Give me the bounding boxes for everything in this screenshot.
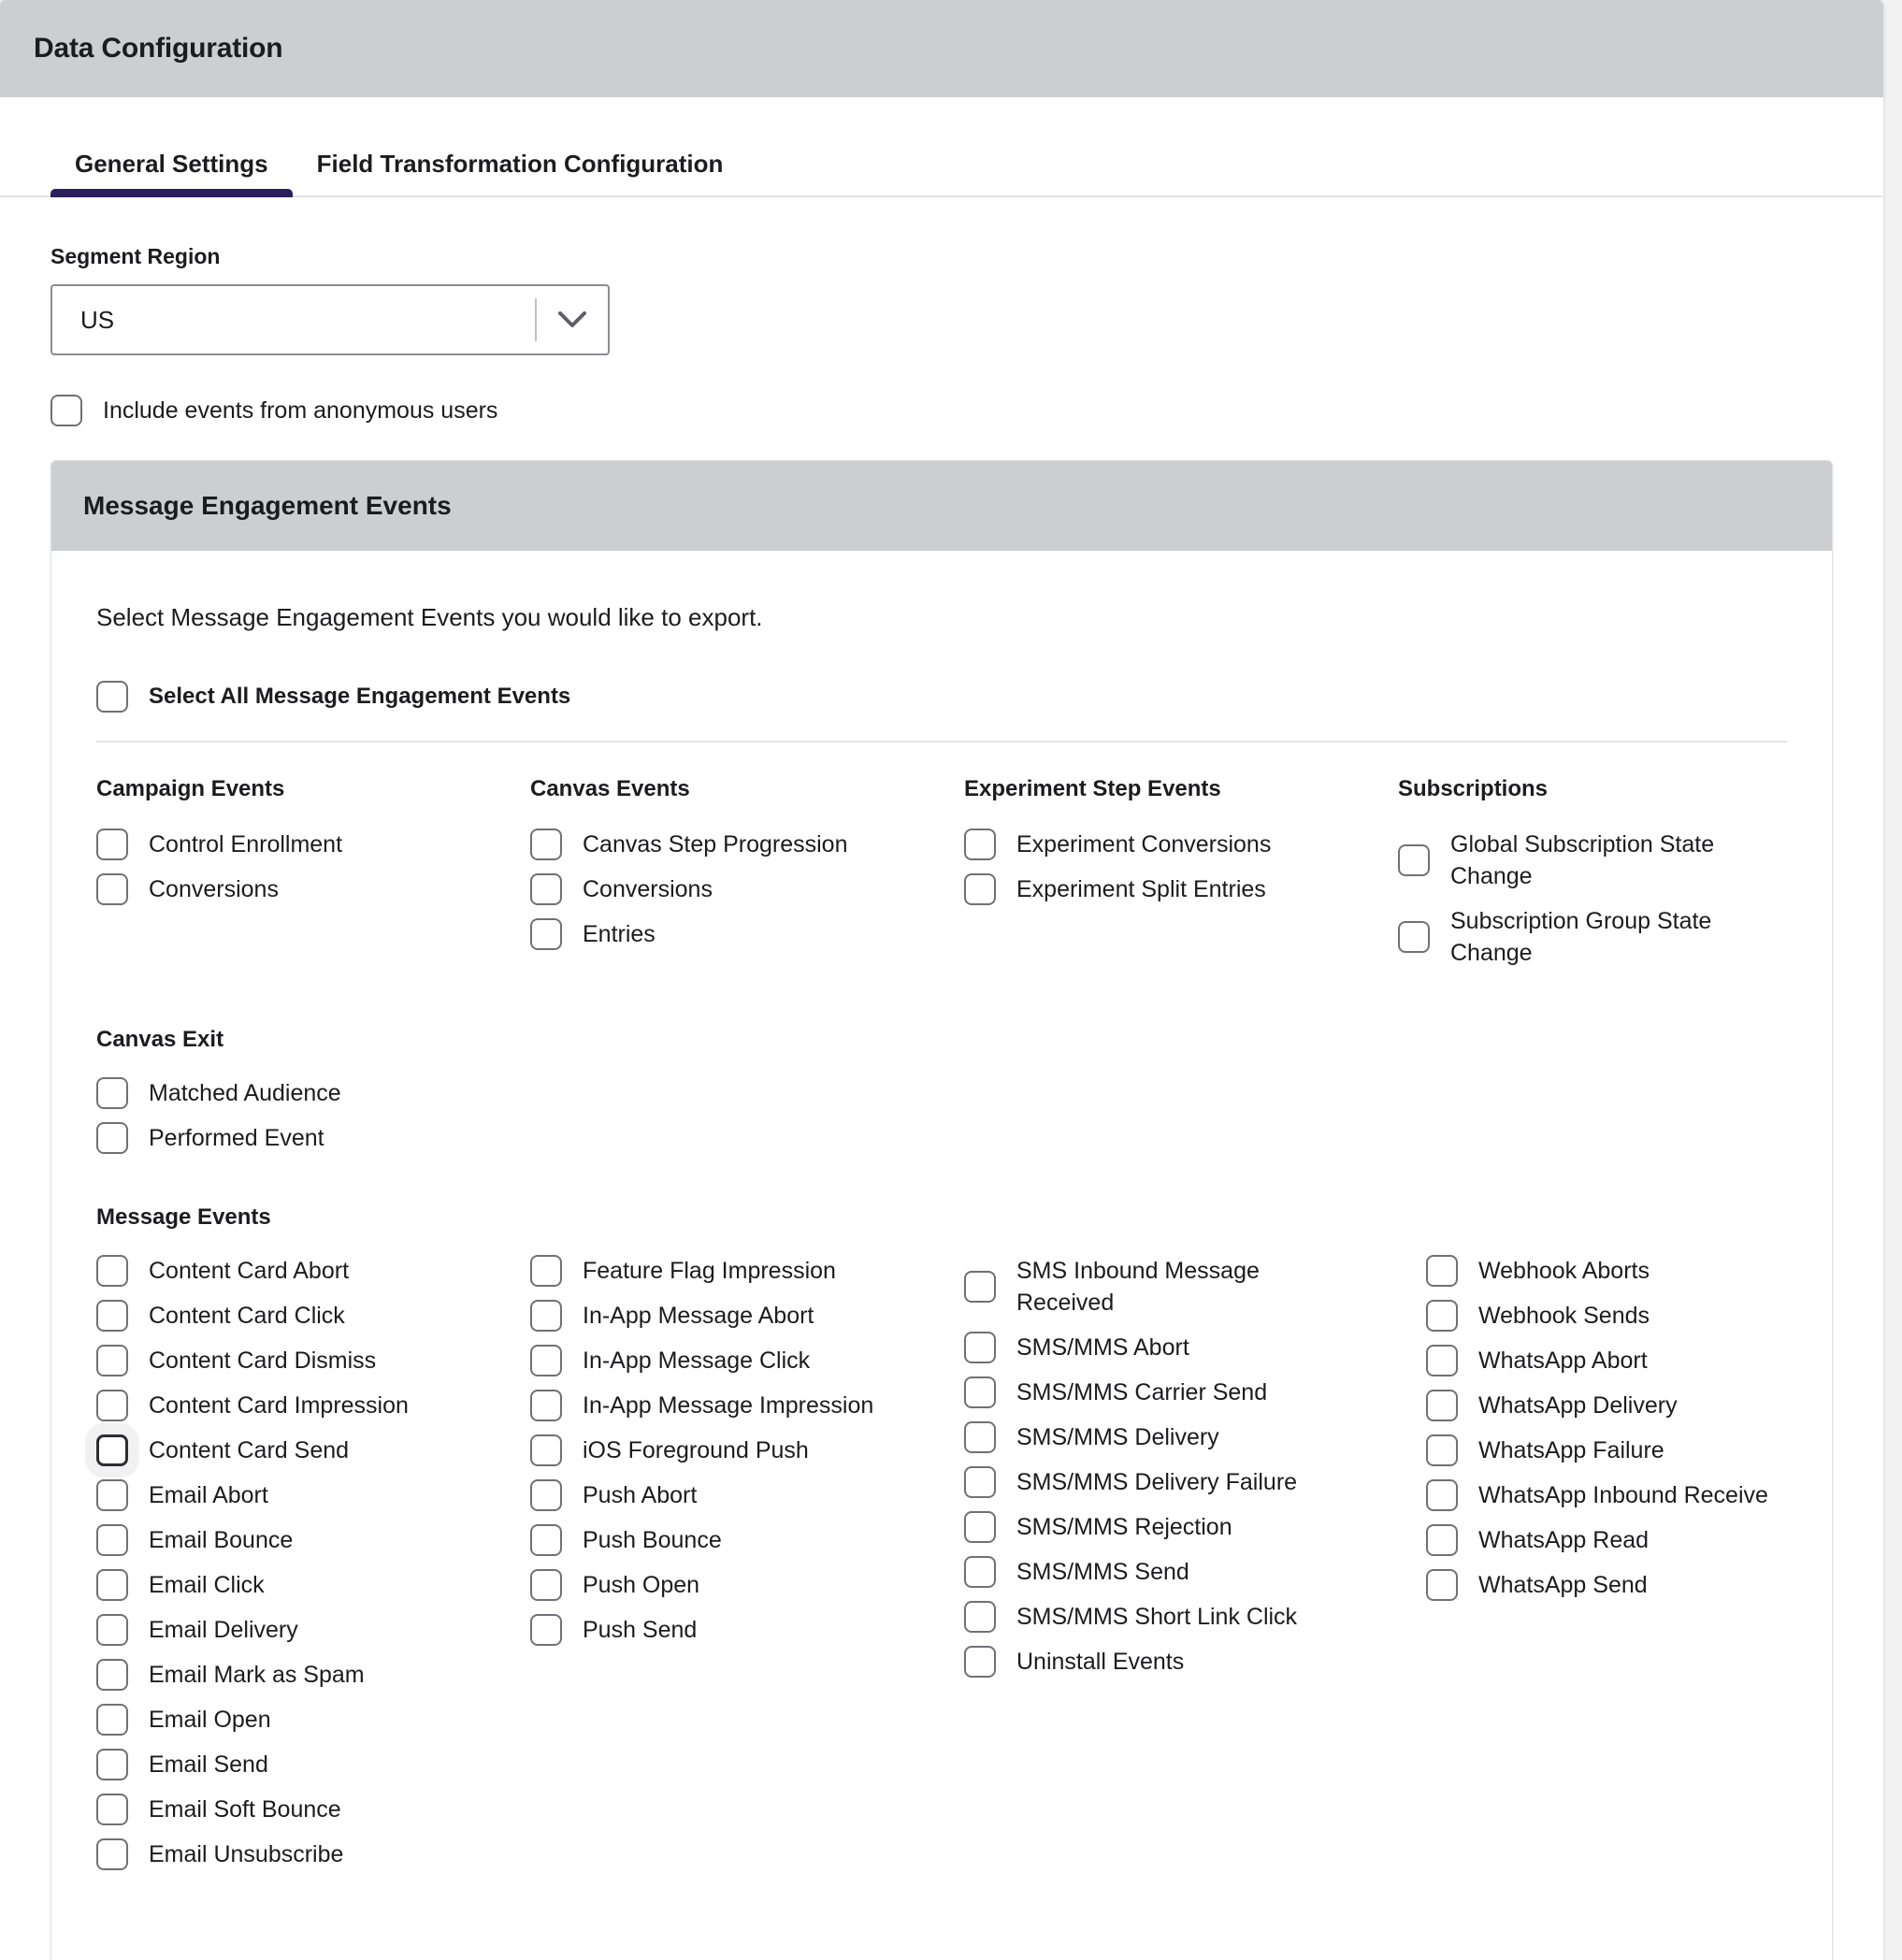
checkbox-row-matched-audience[interactable] [96,1077,1787,1109]
feature-flag-impression-label: Feature Flag Impression [583,1258,836,1284]
canvas-exit-title: Canvas Exit [96,1027,224,1052]
experiment-split-entries-label: Experiment Split Entries [1016,876,1266,902]
message-events-list-2 [530,1255,964,1646]
list-item [1398,905,1787,969]
whatsapp-abort-label: WhatsApp Abort [1478,1348,1648,1374]
campaign-conversions-checkbox[interactable] [96,873,128,905]
message-events-list-4 [1426,1255,1787,1601]
list-item [96,1569,530,1601]
canvas-entries-checkbox[interactable] [530,918,562,950]
message-events-list-1 [96,1255,530,1870]
checkbox-row-email-soft-bounce[interactable] [96,1794,530,1825]
panel-body [51,551,1832,1960]
include-anonymous-users-label: Include events from anonymous users [103,397,498,424]
feature-flag-impression-checkbox[interactable] [530,1255,562,1287]
email-soft-bounce-checkbox[interactable] [96,1794,128,1825]
list-item [964,1601,1426,1633]
checkbox-row-push-abort[interactable] [530,1479,964,1511]
checkbox-row-content-card-abort[interactable] [96,1255,530,1287]
subscriptions-list [1398,829,1787,969]
sms-mms-rejection-checkbox[interactable] [964,1511,996,1543]
checkbox-row-in-app-message-impression[interactable] [530,1390,964,1421]
sms-mms-carrier-send-label: SMS/MMS Carrier Send [1016,1379,1268,1405]
email-open-checkbox[interactable] [96,1704,128,1736]
list-item [964,1556,1426,1588]
checkbox-row-sms-mms-short-link-click[interactable] [964,1601,1426,1633]
content-card-impression-checkbox[interactable] [96,1390,128,1421]
event-group-columns [96,776,1787,982]
list-item [964,1511,1426,1543]
global-subscription-state-change-checkbox[interactable] [1398,844,1430,876]
list-item [96,1434,530,1466]
list-item [1426,1345,1787,1376]
checkbox-row-canvas-conversions[interactable] [530,873,964,905]
list-item [964,1421,1426,1453]
whatsapp-inbound-receive-checkbox[interactable] [1426,1479,1458,1511]
push-bounce-checkbox[interactable] [530,1524,562,1556]
segment-region-value: US [80,305,115,334]
select-all-label: Select All Message Engagement Events [149,684,571,709]
experiment-step-events-title: Experiment Step Events [964,776,1221,801]
list-item [964,1466,1426,1498]
sms-mms-delivery-failure-checkbox[interactable] [964,1466,996,1498]
page-title: Data Configuration [34,33,283,64]
page-header [0,0,1883,97]
canvas-conversions-checkbox[interactable] [530,873,562,905]
campaign-conversions-label: Conversions [149,876,279,902]
checkbox-row-push-send[interactable] [530,1614,964,1646]
list-item [96,1614,530,1646]
email-mark-as-spam-label: Email Mark as Spam [149,1662,365,1688]
checkbox-row-webhook-aborts[interactable] [1426,1255,1787,1287]
content-card-abort-label: Content Card Abort [149,1258,350,1284]
list-item [964,1376,1426,1408]
checkbox-row-whatsapp-read[interactable] [1426,1524,1787,1556]
list-item [96,1704,530,1736]
list-item [96,873,530,905]
sms-mms-send-label: SMS/MMS Send [1016,1559,1189,1585]
checkbox-row-whatsapp-delivery[interactable] [1426,1390,1787,1421]
canvas-events-title: Canvas Events [530,776,690,801]
include-anonymous-users-checkbox[interactable] [50,395,82,426]
control-enrollment-checkbox[interactable] [96,829,128,860]
select-all-row[interactable] [96,681,1787,713]
list-item [964,873,1398,905]
canvas-events-list [530,829,964,950]
whatsapp-read-label: WhatsApp Read [1478,1527,1650,1553]
sms-inbound-message-received-label: SMS Inbound Message Received [1016,1258,1260,1316]
email-abort-checkbox[interactable] [96,1479,128,1511]
list-item [96,1479,530,1511]
checkbox-row-control-enrollment[interactable] [96,829,530,860]
canvas-conversions-label: Conversions [583,876,713,902]
email-click-label: Email Click [149,1572,265,1598]
ios-foreground-push-label: iOS Foreground Push [583,1437,809,1463]
column-campaign-events [96,776,530,982]
list-item [96,1838,530,1870]
email-open-label: Email Open [149,1707,271,1733]
in-app-message-impression-label: In-App Message Impression [583,1392,874,1419]
whatsapp-send-checkbox[interactable] [1426,1569,1458,1601]
list-item [1426,1569,1787,1601]
message-engagement-events-panel [50,460,1833,1960]
list-item [530,1479,964,1511]
whatsapp-delivery-label: WhatsApp Delivery [1478,1392,1678,1419]
checkbox-row-content-card-click[interactable] [96,1300,530,1332]
list-item [530,1255,964,1287]
email-click-checkbox[interactable] [96,1569,128,1601]
list-item [96,1794,530,1825]
subscription-group-state-change-checkbox[interactable] [1398,921,1430,953]
checkbox-row-canvas-step-progression[interactable] [530,829,964,860]
content-card-send-label: Content Card Send [149,1437,350,1463]
general-settings-form [0,244,1883,426]
performed-event-checkbox[interactable] [96,1122,128,1154]
checkbox-row-experiment-conversions[interactable] [964,829,1398,860]
push-open-checkbox[interactable] [530,1569,562,1601]
checkbox-row-push-bounce[interactable] [530,1524,964,1556]
webhook-aborts-checkbox[interactable] [1426,1255,1458,1287]
message-events-column-4 [1426,1255,1787,1883]
message-events-section [96,1204,1787,1883]
matched-audience-checkbox[interactable] [96,1077,128,1109]
push-open-label: Push Open [583,1572,700,1598]
in-app-message-click-checkbox[interactable] [530,1345,562,1376]
push-abort-label: Push Abort [583,1482,698,1508]
checkbox-row-sms-inbound-message-received[interactable] [964,1255,1426,1319]
list-item [96,1300,530,1332]
canvas-entries-label: Entries [583,921,656,947]
chevron-down-icon[interactable] [537,311,608,328]
email-abort-label: Email Abort [149,1482,268,1508]
uninstall-events-label: Uninstall Events [1016,1649,1185,1675]
email-delivery-label: Email Delivery [149,1617,298,1643]
webhook-aborts-label: Webhook Aborts [1478,1258,1650,1284]
checkbox-row-subscription-group-state-change[interactable] [1398,905,1787,969]
in-app-message-impression-checkbox[interactable] [530,1390,562,1421]
checkbox-row-ios-foreground-push[interactable] [530,1434,964,1466]
email-mark-as-spam-checkbox[interactable] [96,1659,128,1691]
whatsapp-failure-checkbox[interactable] [1426,1434,1458,1466]
uninstall-events-checkbox[interactable] [964,1646,996,1678]
sms-mms-carrier-send-checkbox[interactable] [964,1376,996,1408]
list-item [1398,829,1787,892]
email-bounce-checkbox[interactable] [96,1524,128,1556]
column-subscriptions [1398,776,1787,982]
push-send-label: Push Send [583,1617,698,1643]
whatsapp-send-label: WhatsApp Send [1478,1572,1648,1598]
list-item [530,1300,964,1332]
list-item [530,873,964,905]
content-card-send-checkbox[interactable] [96,1434,128,1466]
message-events-column-3 [964,1255,1426,1883]
email-delivery-checkbox[interactable] [96,1614,128,1646]
experiment-conversions-label: Experiment Conversions [1016,831,1272,858]
in-app-message-click-label: In-App Message Click [583,1348,811,1374]
campaign-events-title: Campaign Events [96,776,285,801]
email-bounce-label: Email Bounce [149,1527,294,1553]
tab-general-settings[interactable]: General Settings [50,150,293,195]
canvas-step-progression-checkbox[interactable] [530,829,562,860]
message-events-column-2 [530,1255,964,1883]
push-abort-checkbox[interactable] [530,1479,562,1511]
checkbox-row-email-bounce[interactable] [96,1524,530,1556]
checkbox-row-sms-mms-carrier-send[interactable] [964,1376,1426,1408]
list-item [530,918,964,950]
panel-intro-text: Select Message Engagement Events you would like to export. [96,603,763,631]
in-app-message-abort-checkbox[interactable] [530,1300,562,1332]
checkbox-row-campaign-conversions[interactable] [96,873,530,905]
checkbox-row-email-open[interactable] [96,1704,530,1736]
tabs-region [0,97,1883,197]
checkbox-row-email-click[interactable] [96,1569,530,1601]
list-item [96,1077,1787,1109]
panel-header [51,461,1832,551]
checkbox-row-email-abort[interactable] [96,1479,530,1511]
panel-title: Message Engagement Events [83,491,452,520]
email-send-checkbox[interactable] [96,1749,128,1780]
checkbox-row-content-card-impression[interactable] [96,1390,530,1421]
checkbox-row-experiment-split-entries[interactable] [964,873,1398,905]
checkbox-row-in-app-message-click[interactable] [530,1345,964,1376]
experiment-step-events-list [964,829,1398,905]
panel-divider [96,741,1787,742]
sms-mms-delivery-failure-label: SMS/MMS Delivery Failure [1016,1469,1298,1495]
checkbox-row-sms-mms-rejection[interactable] [964,1511,1426,1543]
checkbox-row-sms-mms-send[interactable] [964,1556,1426,1588]
list-item [530,1345,964,1376]
push-send-checkbox[interactable] [530,1614,562,1646]
select-all-checkbox[interactable] [96,681,128,713]
content-card-click-checkbox[interactable] [96,1300,128,1332]
experiment-conversions-checkbox[interactable] [964,829,996,860]
checkbox-row-global-subscription-state-change[interactable] [1398,829,1787,892]
list-item [96,829,530,860]
checkbox-row-webhook-sends[interactable] [1426,1300,1787,1332]
checkbox-row-whatsapp-failure[interactable] [1426,1434,1787,1466]
whatsapp-delivery-checkbox[interactable] [1426,1390,1458,1421]
webhook-sends-label: Webhook Sends [1478,1303,1650,1329]
list-item [1426,1390,1787,1421]
message-events-title: Message Events [96,1204,271,1230]
email-unsubscribe-checkbox[interactable] [96,1838,128,1870]
checkbox-row-email-mark-as-spam[interactable] [96,1659,530,1691]
sms-mms-delivery-label: SMS/MMS Delivery [1016,1424,1219,1450]
list-item [530,1434,964,1466]
sms-mms-short-link-click-checkbox[interactable] [964,1601,996,1633]
list-item [964,1255,1426,1319]
canvas-step-progression-label: Canvas Step Progression [583,831,848,858]
checkbox-row-sms-mms-abort[interactable] [964,1332,1426,1363]
list-item [96,1659,530,1691]
canvas-exit-list [96,1077,1787,1154]
email-send-label: Email Send [149,1751,268,1778]
include-anonymous-users-row[interactable] [50,395,1833,426]
checkbox-row-whatsapp-inbound-receive[interactable] [1426,1479,1787,1511]
checkbox-row-performed-event[interactable] [96,1122,1787,1154]
message-events-list-3 [964,1255,1426,1678]
checkbox-row-email-delivery[interactable] [96,1614,530,1646]
subscription-group-state-change-label: Subscription Group State Change [1450,908,1712,966]
sms-mms-abort-checkbox[interactable] [964,1332,996,1363]
sms-mms-send-checkbox[interactable] [964,1556,996,1588]
message-events-columns [96,1255,1787,1883]
whatsapp-read-checkbox[interactable] [1426,1524,1458,1556]
checkbox-row-email-unsubscribe[interactable] [96,1838,530,1870]
control-enrollment-label: Control Enrollment [149,831,343,858]
push-bounce-label: Push Bounce [583,1527,722,1553]
performed-event-label: Performed Event [149,1125,324,1151]
subscriptions-title: Subscriptions [1398,776,1549,801]
list-item [96,1122,1787,1154]
list-item [96,1345,530,1376]
email-soft-bounce-label: Email Soft Bounce [149,1796,341,1823]
sms-mms-delivery-checkbox[interactable] [964,1421,996,1453]
list-item [530,1614,964,1646]
in-app-message-abort-label: In-App Message Abort [583,1303,814,1329]
matched-audience-label: Matched Audience [149,1080,341,1106]
checkbox-row-uninstall-events[interactable] [964,1646,1426,1678]
sms-mms-short-link-click-label: SMS/MMS Short Link Click [1016,1604,1298,1630]
campaign-events-list [96,829,530,905]
content-card-abort-checkbox[interactable] [96,1255,128,1287]
checkbox-row-canvas-entries[interactable] [530,918,964,950]
checkbox-row-whatsapp-abort[interactable] [1426,1345,1787,1376]
list-item [964,829,1398,860]
experiment-split-entries-checkbox[interactable] [964,873,996,905]
list-item [530,1390,964,1421]
list-item [530,1569,964,1601]
list-item [1426,1479,1787,1511]
sms-inbound-message-received-checkbox[interactable] [964,1271,996,1303]
list-item [1426,1524,1787,1556]
ios-foreground-push-checkbox[interactable] [530,1434,562,1466]
list-item [96,1524,530,1556]
checkbox-row-sms-mms-delivery-failure[interactable] [964,1466,1426,1498]
checkbox-row-in-app-message-abort[interactable] [530,1300,964,1332]
checkbox-row-content-card-dismiss[interactable] [96,1345,530,1376]
canvas-exit-section [96,1027,1787,1154]
list-item [530,829,964,860]
whatsapp-abort-checkbox[interactable] [1426,1345,1458,1376]
list-item [96,1255,530,1287]
content-card-dismiss-checkbox[interactable] [96,1345,128,1376]
webhook-sends-checkbox[interactable] [1426,1300,1458,1332]
column-experiment-step-events [964,776,1398,982]
message-events-column-1 [96,1255,530,1883]
list-item [96,1749,530,1780]
tab-field-transformation-configuration[interactable]: Field Transformation Configuration [316,150,724,178]
content-card-dismiss-label: Content Card Dismiss [149,1348,377,1374]
checkbox-row-whatsapp-send[interactable] [1426,1569,1787,1601]
email-unsubscribe-label: Email Unsubscribe [149,1841,344,1867]
list-item [964,1332,1426,1363]
checkbox-row-content-card-send[interactable] [96,1434,530,1466]
checkbox-row-feature-flag-impression[interactable] [530,1255,964,1287]
sms-mms-rejection-label: SMS/MMS Rejection [1016,1514,1232,1540]
checkbox-row-email-send[interactable] [96,1749,530,1780]
content-card-click-label: Content Card Click [149,1303,345,1329]
segment-region-label: Segment Region [50,244,221,268]
checkbox-row-push-open[interactable] [530,1569,964,1601]
list-item [530,1524,964,1556]
checkbox-row-sms-mms-delivery[interactable] [964,1421,1426,1453]
list-item [96,1390,530,1421]
list-item [964,1646,1426,1678]
list-item [1426,1434,1787,1466]
segment-region-select[interactable] [50,284,610,355]
list-item [1426,1300,1787,1332]
content-card-impression-label: Content Card Impression [149,1392,409,1419]
whatsapp-inbound-receive-label: WhatsApp Inbound Receive [1478,1482,1768,1508]
global-subscription-state-change-label: Global Subscription State Change [1450,831,1715,889]
column-canvas-events [530,776,964,982]
list-item [1426,1255,1787,1287]
sms-mms-abort-label: SMS/MMS Abort [1016,1334,1189,1361]
tab-bar [0,150,1883,197]
whatsapp-failure-label: WhatsApp Failure [1478,1437,1664,1463]
